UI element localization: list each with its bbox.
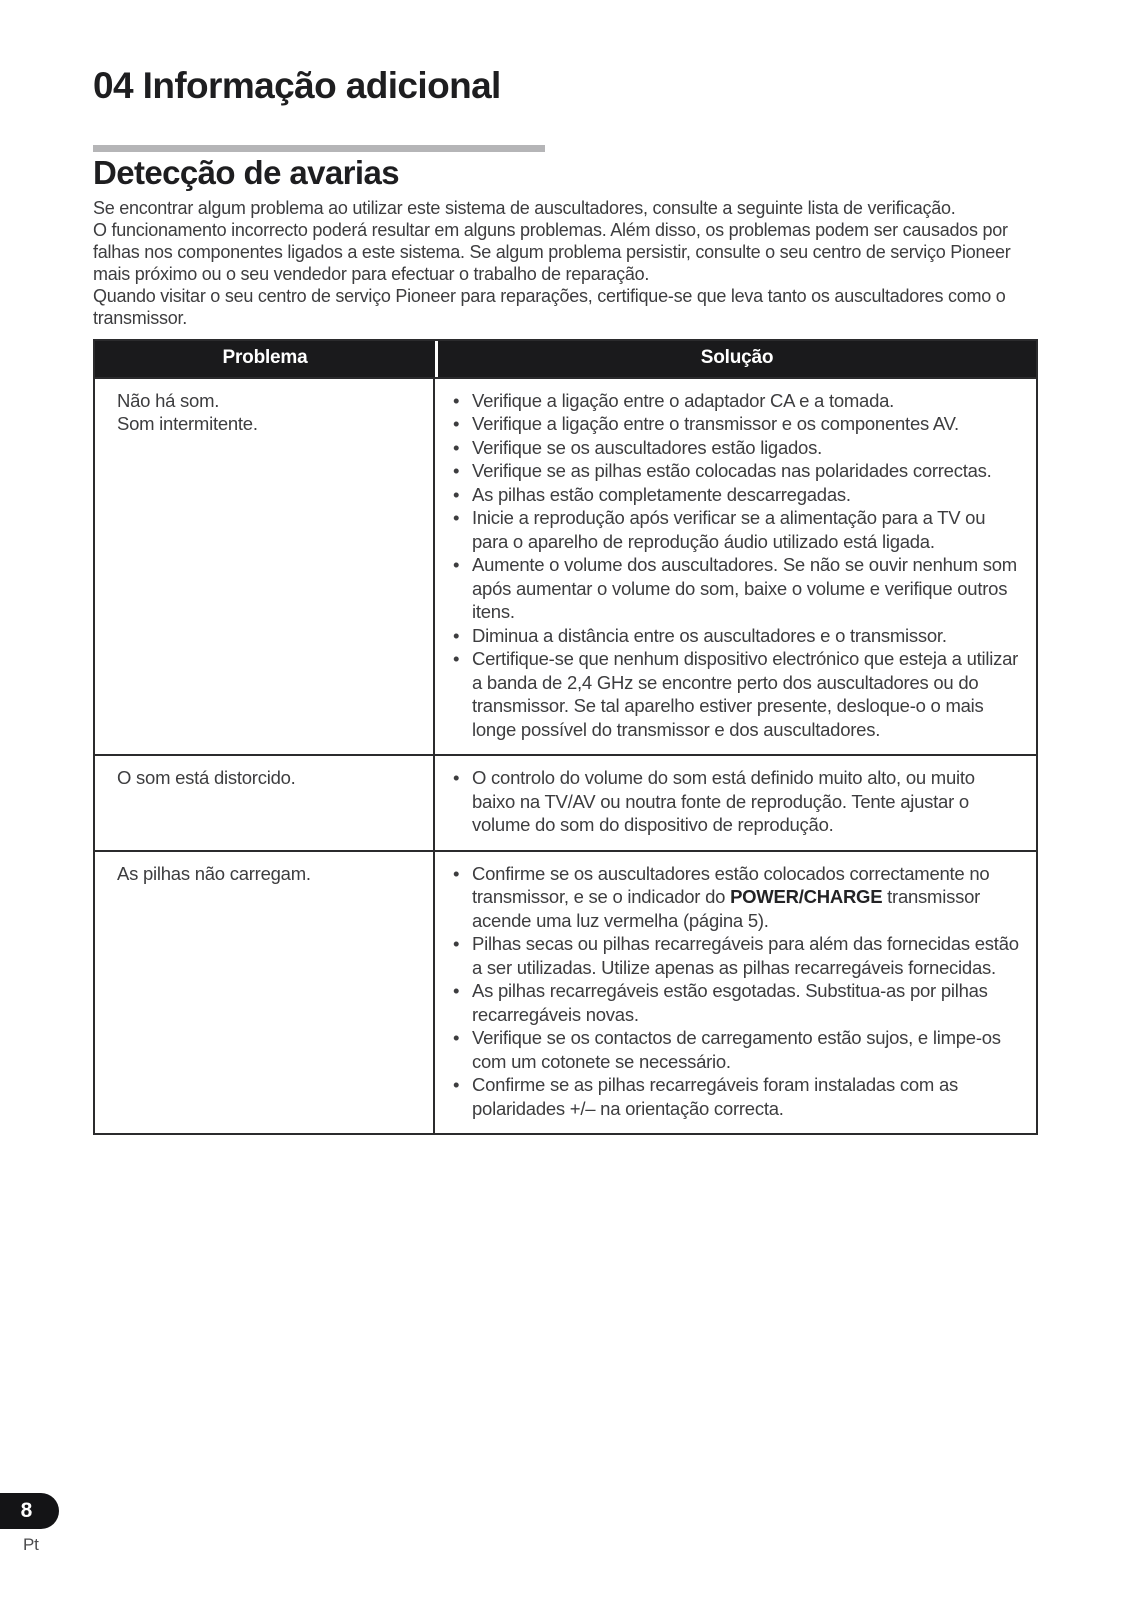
table-row — [95, 850, 1036, 1134]
solution-text: Aumente o volume dos auscultadores. Se não se ouvir nenhum som após aumentar o volume do som, baixe o volume e verifique outros itens. — [472, 554, 1017, 623]
solution-text: Verifique a ligação entre o adaptador CA e a tomada. — [472, 389, 895, 411]
problem-cell — [95, 852, 435, 1134]
solution-item — [447, 412, 1022, 436]
bullet-marker: • — [453, 389, 460, 411]
bullet-marker: • — [453, 1027, 460, 1049]
intro-paragraph: O funcionamento incorrecto poderá resultar em alguns problemas. Além disso, os problemas podem ser causados por falhas nos componentes ligados a este sistema. Se algum problema persistir, consulte o seu centro de serviço Pioneer mais próximo ou o seu vendedor para efectuar o trabalho de reparação. — [93, 219, 1011, 284]
solution-text-bold: POWER/CHARGE — [730, 886, 883, 908]
solution-item — [447, 766, 1022, 837]
page-number-badge — [0, 1493, 59, 1529]
table-header-solution: Solução — [438, 341, 1036, 377]
bullet-marker: • — [453, 862, 460, 884]
chapter-title: 04 Informação adicional — [93, 65, 501, 106]
bullet-marker: • — [453, 413, 460, 435]
solution-item — [447, 932, 1022, 979]
bullet-marker: • — [453, 980, 460, 1002]
intro-paragraph: Se encontrar algum problema ao utilizar este sistema de auscultadores, consulte a seguinte lista de verificação. — [93, 197, 956, 218]
bullet-marker: • — [453, 436, 460, 458]
solution-item — [447, 1026, 1022, 1073]
problem-cell — [95, 756, 435, 850]
solution-item — [447, 506, 1022, 553]
section-title: Detecção de avarias — [93, 153, 399, 191]
bullet-marker: • — [453, 648, 460, 670]
solution-item — [447, 862, 1022, 933]
bullet-marker: • — [453, 554, 460, 576]
bullet-marker: • — [453, 460, 460, 482]
solution-item — [447, 483, 1022, 507]
solution-text: As pilhas recarregáveis estão esgotadas. Substitua-as por pilhas recarregáveis novas. — [472, 980, 988, 1025]
solution-text: Verifique se as pilhas estão colocadas nas polaridades correctas. — [472, 460, 992, 482]
section-divider-rule — [93, 145, 545, 152]
solution-text: Confirme se os auscultadores estão colocados correctamente no transmissor, e se o indicador do — [472, 862, 990, 908]
problem-line: Som intermitente. — [117, 413, 258, 435]
solution-item — [447, 647, 1022, 741]
solution-text: Verifique se os contactos de carregamento estão sujos, e limpe-os com um cotonete se necessário. — [472, 1027, 1001, 1072]
table-header-problem: Problema — [95, 341, 435, 377]
problem-cell — [95, 379, 435, 755]
solution-text: Diminua a distância entre os auscultadores e o transmissor. — [472, 624, 947, 646]
solution-text: Inicie a reprodução após verificar se a alimentação para a TV ou para o aparelho de reprodução áudio utilizado está ligada. — [472, 507, 986, 552]
problem-line: As pilhas não carregam. — [117, 862, 311, 884]
solution-item — [447, 436, 1022, 460]
solution-item — [447, 459, 1022, 483]
intro-paragraphs — [93, 197, 1038, 329]
page-content — [93, 66, 1038, 1135]
solution-text: Certifique-se que nenhum dispositivo electrónico que esteja a utilizar a banda de 2,4 GHz se encontre perto dos auscultadores ou do transmissor. Se tal aparelho estiver presente, desloque-o o mais longe possível do transmissor e dos auscultadores. — [472, 648, 1019, 740]
intro-paragraph: Quando visitar o seu centro de serviço Pioneer para reparações, certifique-se que leva tanto os auscultadores como o transmissor. — [93, 285, 1006, 328]
solution-text: Verifique se os auscultadores estão ligados. — [472, 436, 822, 458]
solution-text: Confirme se as pilhas recarregáveis foram instaladas com as polaridades +/– na orientação correcta. — [472, 1074, 958, 1119]
problem-line: Não há som. — [117, 389, 220, 411]
bullet-marker: • — [453, 933, 460, 955]
solution-item — [447, 1073, 1022, 1120]
bullet-marker: • — [453, 767, 460, 789]
solution-item — [447, 624, 1022, 648]
solution-cell — [435, 756, 1036, 850]
bullet-marker: • — [453, 624, 460, 646]
bullet-marker: • — [453, 507, 460, 529]
table-row — [95, 754, 1036, 850]
solution-cell — [435, 379, 1036, 755]
bullet-marker: • — [453, 1074, 460, 1096]
solution-text: As pilhas estão completamente descarregadas. — [472, 483, 851, 505]
solution-text: transmissor acende uma luz vermelha (página 5). — [472, 886, 981, 931]
problem-line: O som está distorcido. — [117, 767, 296, 789]
page-language-label: Pt — [23, 1535, 39, 1554]
table-row — [95, 377, 1036, 755]
page-number: 8 — [20, 1499, 33, 1522]
solution-text: Verifique a ligação entre o transmissor e os componentes AV. — [472, 413, 959, 435]
bullet-marker: • — [453, 483, 460, 505]
solution-item — [447, 389, 1022, 413]
table-header-row — [95, 341, 1036, 377]
solution-item — [447, 979, 1022, 1026]
troubleshooting-table — [93, 339, 1038, 1136]
solution-text: O controlo do volume do som está definido muito alto, ou muito baixo na TV/AV ou noutra fonte de reprodução. Tente ajustar o volume do som do dispositivo de reprodução. — [472, 767, 975, 836]
solution-cell — [435, 852, 1036, 1134]
solution-text: Pilhas secas ou pilhas recarregáveis para além das fornecidas estão a ser utilizadas. Utilize apenas as pilhas recarregáveis fornecidas. — [472, 933, 1019, 978]
table-body — [95, 377, 1036, 1134]
solution-item — [447, 553, 1022, 624]
